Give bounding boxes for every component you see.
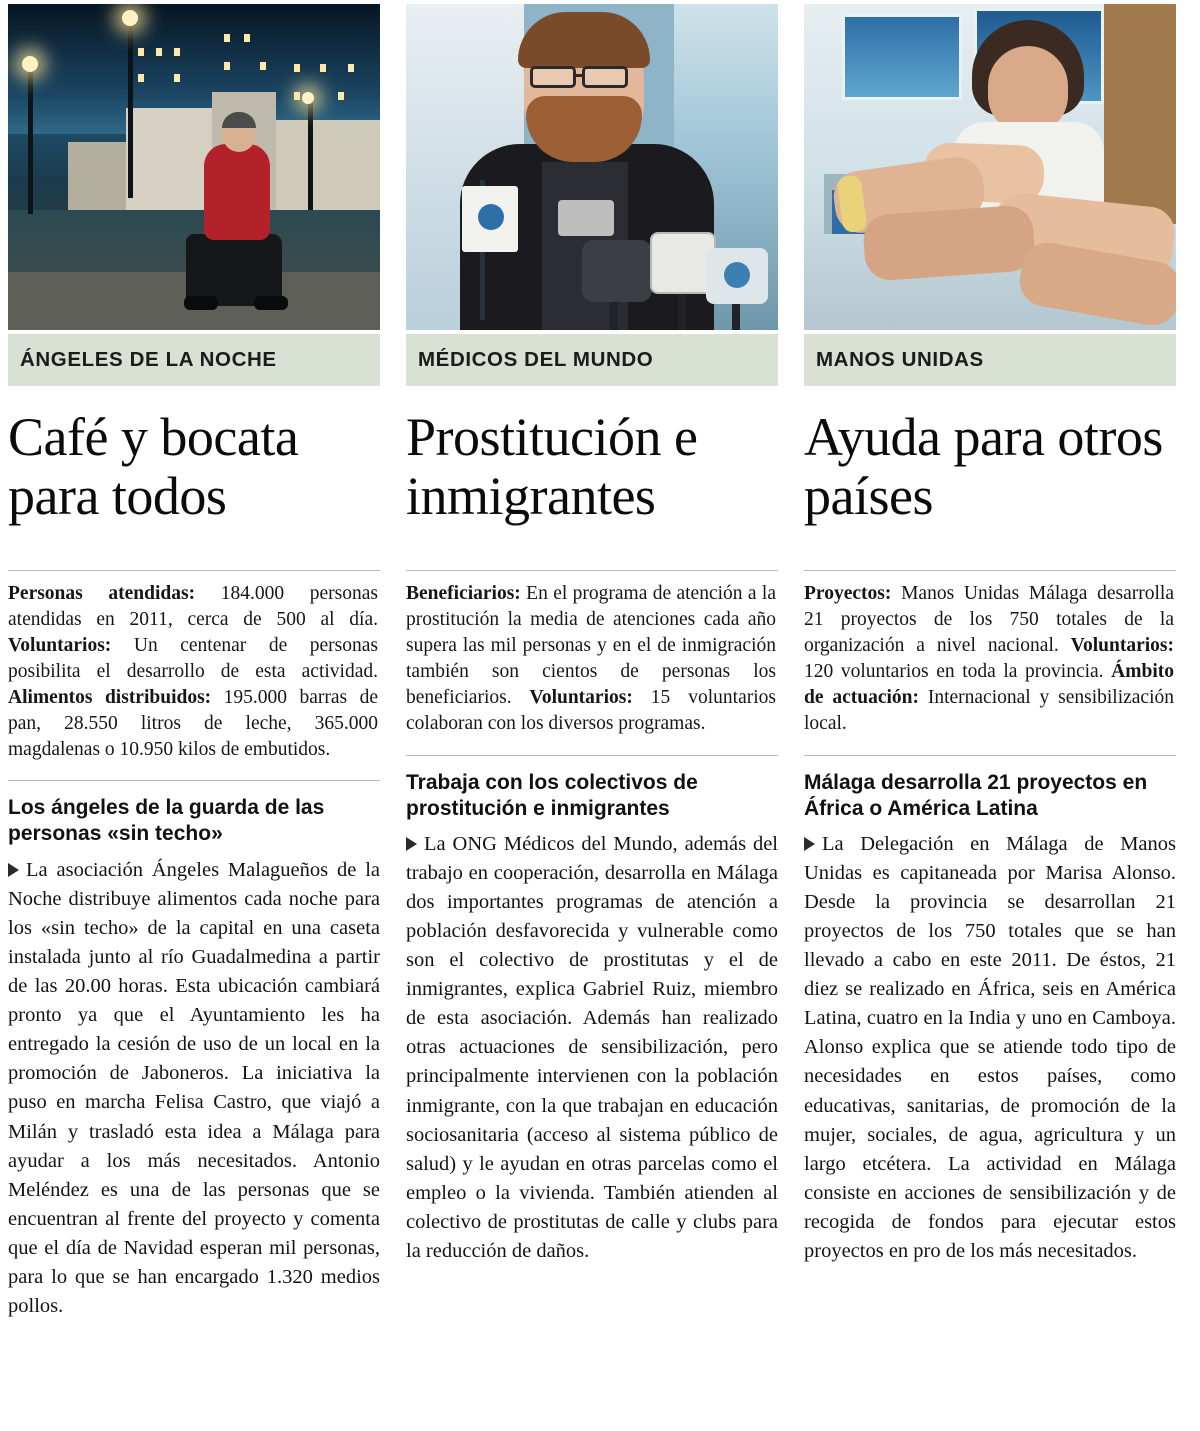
fact-label: Voluntarios: — [1070, 634, 1175, 656]
headline-manos: Ayuda para otros países — [804, 407, 1163, 526]
body-copy: La asociación Ángeles Malagueños de la Noche distribuye alimentos cada noche para los «sin techo» de la capital en una caseta instalada junto al río Guadalmedina a partir de las 20.00 horas. Esta ubicación cambiará pronto ya que el Ayuntamiento les ha entregado la cesión de uso de un local en la promoción de Jaboneros. La iniciativa la puso en marcha Felisa Castro, que viajó a Milán y trasladó esta idea a Málaga para ayudar a los más necesitados. Antonio Meléndez es una de las personas que se encuentran al frente del proyecto y comenta que el día de Navidad esperan mil personas, para lo que se han encargado 1.320 medios pollos. — [8, 858, 380, 1318]
kicker-band-manos — [804, 334, 1176, 386]
subhead-medicos: Trabaja con los colectivos de prostitución e inmigrantes — [406, 770, 698, 820]
fact-text: 120 voluntarios en toda la provincia. — [804, 660, 1104, 682]
headline-medicos: Prostitución e inmigrantes — [406, 407, 698, 526]
kicker-label: MÉDICOS DEL MUNDO — [418, 348, 654, 371]
fact-label: Personas atendidas: — [8, 583, 196, 604]
kicker-label: ÁNGELES DE LA NOCHE — [20, 348, 277, 371]
article-column-manos — [804, 4, 1176, 1431]
facts-block-medicos — [406, 581, 778, 737]
divider-rule — [804, 755, 1176, 756]
divider-rule — [8, 780, 380, 781]
fact-text: 15 voluntarios colaboran con los diversos programas. — [406, 686, 776, 734]
body-copy: La Delegación en Málaga de Manos Unidas es capitaneada por Marisa Alonso. Desde la provincia se desarrollan 21 proyectos de los 750 totales que se han llevado a cabo en este 2011. De éstos, 21 diez se realizado en África, seis en América Latina, cuatro en la India y uno en Camboya. Alonso explica que se atiende todo tipo de necesidades en estos países, como educativas, sanitarias, de promoción de la mujer, sociales, de agua, agricultura y un largo etcétera. La actividad en Málaga consiste en acciones de sensibilización y de recogida de fondos para ejecutar estos proyectos en pro de los más necesitados. — [804, 832, 1176, 1263]
article-photo-angeles — [8, 4, 380, 330]
subhead-manos: Málaga desarrolla 21 proyectos en África o América Latina — [804, 770, 1148, 820]
article-column-medicos — [406, 4, 778, 1431]
fact-text: 184.000 personas atendidas en 2011, cerca de 500 al día. — [8, 583, 379, 630]
fact-label: Voluntarios: — [529, 686, 633, 708]
body-copy: La ONG Médicos del Mundo, además del trabajo en cooperación, desarrolla en Málaga dos importantes programas de atención a población desfavorecida y vulnerable como son el colectivo de prostitutas y el de inmigrantes, explica Gabriel Ruiz, miembro de esta asociación. Además han realizado otras actuaciones de sensibilización, pero principalmente intervienen con la población inmigrante, con la que trabajan en educación sociosanitaria (acceso al sistema público de salud) y le ayudan en otras parcelas como el empleo o la vivienda. También atienden al colectivo de prostitutas de calle y clubs para la reducción de daños. — [406, 832, 778, 1263]
fact-text: Internacional y sensibilización local. — [804, 686, 1175, 734]
fact-label: Alimentos distribuidos: — [8, 686, 212, 708]
divider-rule — [804, 570, 1176, 571]
body-text-manos — [804, 830, 1176, 1267]
fact-text: 195.000 barras de pan, 28.550 litros de leche, 365.000 magdalenas o 10.950 kilos de embutidos. — [8, 686, 378, 760]
fact-label: Ámbito de actuación: — [804, 660, 1175, 708]
body-text-angeles — [8, 856, 380, 1322]
article-photo-manos — [804, 4, 1176, 330]
divider-rule — [406, 570, 778, 571]
triangle-bullet-icon — [8, 863, 19, 877]
headline-angeles: Café y bocata para todos — [8, 407, 299, 526]
kicker-band-medicos — [406, 334, 778, 386]
divider-rule — [8, 570, 380, 571]
triangle-bullet-icon — [804, 837, 815, 851]
fact-label: Proyectos: — [804, 583, 892, 604]
facts-block-manos — [804, 581, 1176, 737]
divider-rule — [406, 755, 778, 756]
fact-text: Manos Unidas Málaga desarrolla 21 proyectos de los 750 totales de la organización a nivel nacional. — [804, 583, 1174, 656]
fact-text: Un centenar de personas posibilita el desarrollo de esta actividad. — [8, 634, 378, 682]
facts-block-angeles — [8, 581, 380, 762]
triangle-bullet-icon — [406, 837, 417, 851]
fact-label: Beneficiarios: — [406, 583, 521, 604]
article-column-angeles — [8, 4, 380, 1431]
fact-text: En el programa de atención a la prostitución la media de atenciones cada año supera las mil personas y en el de inmigración también son cientos de personas los beneficiarios. — [406, 583, 776, 708]
body-text-medicos — [406, 830, 778, 1267]
fact-label: Voluntarios: — [8, 634, 112, 656]
kicker-label: MANOS UNIDAS — [816, 348, 984, 371]
article-photo-medicos — [406, 4, 778, 330]
subhead-angeles: Los ángeles de la guarda de las personas «sin techo» — [8, 796, 325, 846]
kicker-band-angeles — [8, 334, 380, 386]
